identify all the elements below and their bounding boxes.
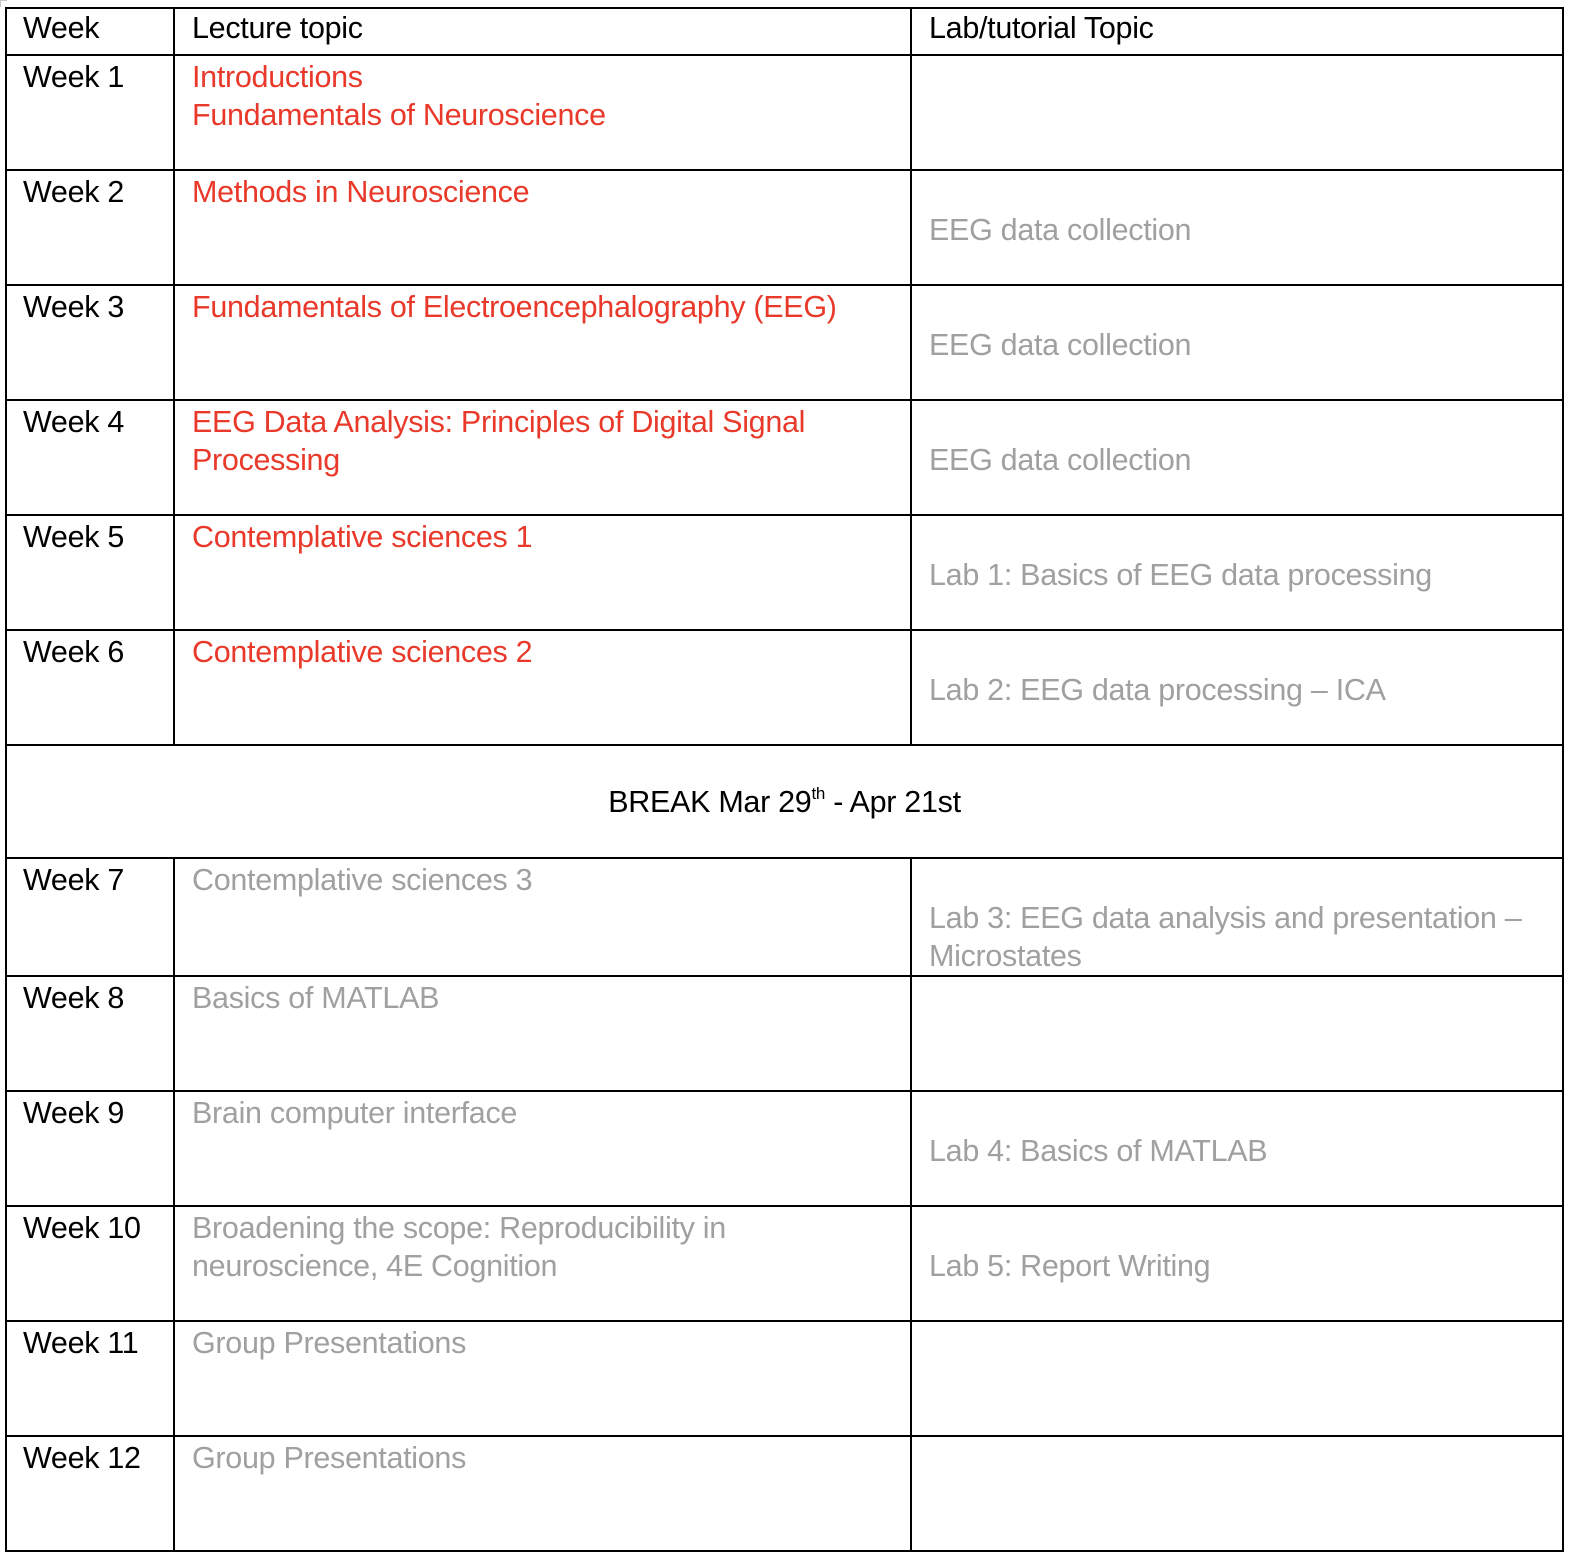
lab-topic-cell [911, 1091, 1563, 1206]
lab-topic-cell [911, 170, 1563, 285]
table-row [6, 1321, 1563, 1436]
lecture-topic-cell [174, 55, 911, 170]
lecture-topic-text: EEG Data Analysis: Principles of Digital Signal Processing [192, 405, 806, 477]
lab-topic-cell [911, 515, 1563, 630]
lab-topic-cell [911, 858, 1563, 976]
table-row [6, 1436, 1563, 1551]
week-label: Week 2 [6, 170, 174, 285]
lab-topic-cell [911, 1321, 1563, 1436]
lecture-topic-text: Broadening the scope: Reproducibility in neuroscience, 4E Cognition [192, 1211, 726, 1283]
break-date-ordinal: th [811, 783, 826, 803]
lecture-topic-cell [174, 976, 911, 1091]
week-label: Week 10 [6, 1206, 174, 1321]
lecture-topic-cell [174, 515, 911, 630]
lab-topic-text: Lab 2: EEG data processing – ICA [929, 673, 1386, 707]
break-row [6, 745, 1563, 858]
lab-topic-cell [911, 976, 1563, 1091]
header-lecture-topic: Lecture topic [174, 8, 911, 55]
lab-topic-text: Lab 3: EEG data analysis and presentation – Microstates [929, 901, 1522, 973]
table-row [6, 170, 1563, 285]
lab-topic-text: Lab 4: Basics of MATLAB [929, 1134, 1268, 1168]
table-row [6, 858, 1563, 976]
lecture-topic-text: Contemplative sciences 3 [192, 863, 533, 897]
week-label: Week 3 [6, 285, 174, 400]
lab-topic-cell [911, 1206, 1563, 1321]
week-label: Week 1 [6, 55, 174, 170]
lecture-topic-cell [174, 170, 911, 285]
lecture-topic-text: Fundamentals of Electroencephalography (EEG) [192, 290, 837, 324]
lecture-topic-cell [174, 858, 911, 976]
lab-topic-text: Lab 1: Basics of EEG data processing [929, 558, 1432, 592]
header-week: Week [6, 8, 174, 55]
table-header-row [6, 8, 1563, 55]
lecture-topic-cell [174, 1436, 911, 1551]
lab-topic-text: EEG data collection [929, 213, 1192, 247]
lecture-topic-text: Contemplative sciences 2 [192, 635, 533, 669]
break-text-suffix: - Apr 21st [825, 784, 961, 819]
table-row [6, 515, 1563, 630]
lab-topic-cell [911, 1436, 1563, 1551]
header-lab-topic: Lab/tutorial Topic [911, 8, 1563, 55]
table-row [6, 630, 1563, 745]
table-row [6, 1206, 1563, 1321]
week-label: Week 9 [6, 1091, 174, 1206]
week-label: Week 8 [6, 976, 174, 1091]
lecture-topic-text: Contemplative sciences 1 [192, 520, 533, 554]
lecture-topic-text: Group Presentations [192, 1326, 467, 1360]
lecture-topic-cell [174, 1321, 911, 1436]
break-text-prefix: BREAK Mar 29 [608, 784, 812, 819]
lab-topic-text: EEG data collection [929, 328, 1192, 362]
course-schedule-table [5, 7, 1564, 1552]
lecture-topic-text: Group Presentations [192, 1441, 467, 1475]
lab-topic-cell [911, 630, 1563, 745]
lecture-topic-cell [174, 1206, 911, 1321]
table-row [6, 976, 1563, 1091]
lab-topic-text: EEG data collection [929, 443, 1192, 477]
week-label: Week 7 [6, 858, 174, 976]
lecture-topic-text: Fundamentals of Neuroscience [192, 98, 606, 132]
page-corner-mark [0, 0, 7, 7]
lecture-topic-text: Introductions [192, 60, 363, 94]
lab-topic-cell [911, 285, 1563, 400]
week-label: Week 5 [6, 515, 174, 630]
week-label: Week 4 [6, 400, 174, 515]
week-label: Week 6 [6, 630, 174, 745]
week-label: Week 11 [6, 1321, 174, 1436]
lab-topic-cell [911, 400, 1563, 515]
lecture-topic-cell [174, 400, 911, 515]
break-period-cell [6, 745, 1563, 858]
lecture-topic-text: Basics of MATLAB [192, 981, 440, 1015]
lecture-topic-cell [174, 285, 911, 400]
table-row [6, 400, 1563, 515]
table-row [6, 1091, 1563, 1206]
lab-topic-cell [911, 55, 1563, 170]
table-row [6, 55, 1563, 170]
table-row [6, 285, 1563, 400]
lecture-topic-cell [174, 1091, 911, 1206]
lecture-topic-text: Brain computer interface [192, 1096, 518, 1130]
lecture-topic-cell [174, 630, 911, 745]
lecture-topic-text: Methods in Neuroscience [192, 175, 530, 209]
lab-topic-text: Lab 5: Report Writing [929, 1249, 1211, 1283]
week-label: Week 12 [6, 1436, 174, 1551]
